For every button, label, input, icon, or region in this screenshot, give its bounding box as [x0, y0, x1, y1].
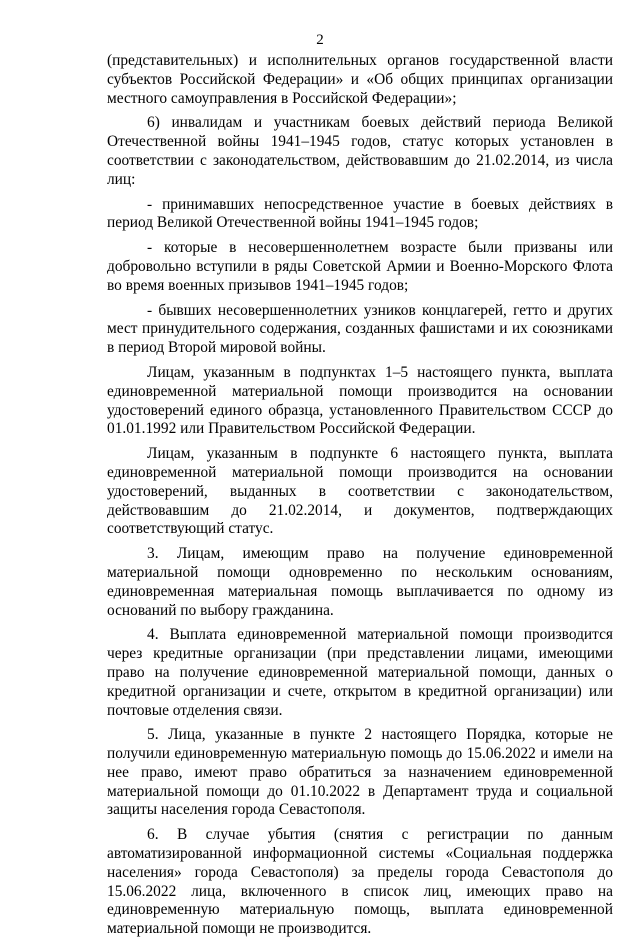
paragraph-clause-6: 6. В случае убытия (снятия с регистрации по данным автоматизированной информационной системы «Социальная поддержка населения» города Севастополя) за пределы города Севастополя до 15.06.2022 лица, включенного в список лиц, имеющих право на единовременную материальную помощь, выплата единовременной материальной помощи не производится. — [107, 826, 613, 938]
paragraph-clause-4: 4. Выплата единовременной материальной помощи производится через кредитные организации (при представлении лицами, имеющими право на получение единовременной материальной помощи, данных о кредитной организации и счете, открытом в кредитной организации) или почтовые отделения связи. — [107, 626, 613, 719]
paragraph-clause-5: 5. Лица, указанные в пункте 2 настоящего Порядка, которые не получили единовременную материальную помощь до 15.06.2022 и имели на нее право, имеют право обратиться за назначением единовременной материальной помощи до 01.10.2022 в Департамент труда и социальной защиты населения города Севастополя. — [107, 726, 613, 819]
document-body — [107, 52, 613, 939]
paragraph-bullet-2: - которые в несовершеннолетнем возрасте были призваны или добровольно вступили в ряды Советской Армии и Военно-Морского Флота во время военных призывов 1941–1945 годов; — [107, 239, 613, 294]
paragraph-continuation: (представительных) и исполнительных органов государственной власти субъектов Российской Федерации» и «Об общих принципах организации местного самоуправления в Российской Федерации»; — [107, 52, 613, 107]
paragraph-item-6: 6) инвалидам и участникам боевых действий периода Великой Отечественной войны 1941–1945 годов, статус которых установлен в соответствии с законодательством, действовавшим до 21.02.2014, из числа лиц: — [107, 114, 613, 188]
page-number: 2 — [316, 32, 324, 48]
paragraph-bullet-1: - принимавших непосредственное участие в боевых действиях в период Великой Отечественной войны 1941–1945 годов; — [107, 195, 613, 232]
paragraph-basis-1-5: Лицам, указанным в подпунктах 1–5 настоящего пункта, выплата единовременной материальной помощи производится на основании удостоверений единого образца, установленного Правительством СССР до 01.01.1992 или Правительством Российской Федерации. — [107, 363, 613, 438]
paragraph-basis-6: Лицам, указанным в подпункте 6 настоящего пункта, выплата единовременной материальной помощи производится на основании удостоверений, выданных в соответствии с законодательством, действовавшим до 21.02.2014, и документов, подтверждающих соответствующий статус. — [107, 445, 613, 538]
paragraph-clause-3: 3. Лицам, имеющим право на получение единовременной материальной помощи одновременно по нескольким основаниям, единовременная материальная помощь выплачивается по одному из оснований по выбору гражданина. — [107, 545, 613, 619]
paragraph-bullet-3: - бывших несовершеннолетних узников концлагерей, гетто и других мест принудительного содержания, созданных фашистами и их союзниками в период Второй мировой войны. — [107, 301, 613, 357]
